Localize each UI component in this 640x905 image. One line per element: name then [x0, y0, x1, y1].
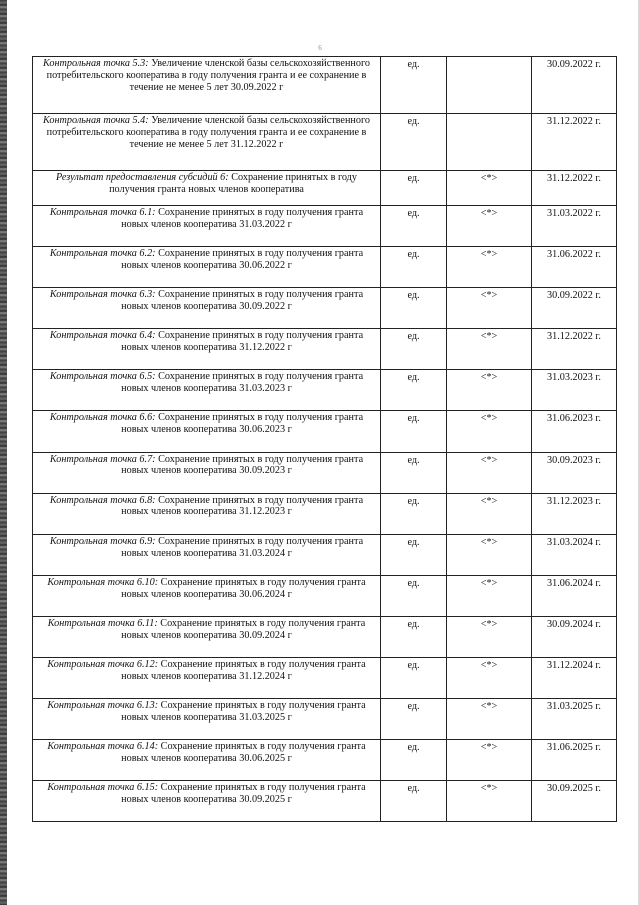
- table-row: [33, 411, 617, 452]
- row-text: Сохранение принятых в году получения гранта новых членов кооператива 30.09.2024 г: [121, 617, 366, 641]
- table-row: [33, 658, 617, 699]
- row-unit: ед.: [381, 57, 447, 114]
- row-text: Сохранение принятых в году получения гранта новых членов кооператива 30.09.2022 г: [121, 289, 364, 312]
- results-table-body: [33, 57, 617, 822]
- row-description: [33, 206, 381, 247]
- row-value: <*>: [447, 411, 532, 452]
- row-description: [33, 658, 381, 699]
- table-row: [33, 740, 617, 781]
- row-unit: ед.: [381, 534, 447, 575]
- row-date: 31.06.2025 г.: [532, 740, 617, 781]
- row-value: <*>: [447, 534, 532, 575]
- row-text: Увеличение членской базы сельскохозяйственного потребительского кооператива в году получения гранта и ее сохранение в течение не менее 5 лет 30.09.2022 г: [46, 58, 370, 93]
- row-value: <*>: [447, 206, 532, 247]
- row-date: 30.09.2022 г.: [532, 57, 617, 114]
- table-row: [33, 616, 617, 657]
- row-description: [33, 370, 381, 411]
- row-date: 30.09.2023 г.: [532, 452, 617, 493]
- row-unit: ед.: [381, 699, 447, 740]
- table-row: [33, 534, 617, 575]
- row-value: <*>: [447, 329, 532, 370]
- table-row: [33, 781, 617, 822]
- row-label: Контрольная точка 6.7:: [49, 453, 156, 465]
- row-date: 31.03.2025 г.: [532, 699, 617, 740]
- row-label: Контрольная точка 6.1:: [49, 207, 156, 218]
- row-value: <*>: [447, 575, 532, 616]
- row-unit: ед.: [381, 616, 447, 657]
- row-date: 31.06.2024 г.: [532, 575, 617, 616]
- row-label: Контрольная точка 6.9:: [49, 535, 156, 547]
- row-text: Сохранение принятых в году получения гранта новых членов кооператива: [109, 172, 357, 195]
- row-text: Сохранение принятых в году получения гранта новых членов кооператива 31.03.2024 г: [121, 535, 364, 559]
- row-unit: ед.: [381, 493, 447, 534]
- row-date: 31.12.2024 г.: [532, 658, 617, 699]
- row-unit: ед.: [381, 288, 447, 329]
- row-description: [33, 114, 381, 171]
- row-unit: ед.: [381, 575, 447, 616]
- row-description: [33, 247, 381, 288]
- row-date: 31.03.2024 г.: [532, 534, 617, 575]
- row-value: <*>: [447, 699, 532, 740]
- row-text: Сохранение принятых в году получения гранта новых членов кооператива 30.06.2025 г: [121, 741, 366, 765]
- row-description: [33, 616, 381, 657]
- row-label: Результат предоставления субсидий 6:: [56, 172, 229, 183]
- row-unit: ед.: [381, 452, 447, 493]
- table-row: [33, 114, 617, 171]
- row-label: Контрольная точка 6.13:: [47, 700, 159, 712]
- row-description: [33, 57, 381, 114]
- row-label: Контрольная точка 6.4:: [49, 330, 156, 342]
- row-label: Контрольная точка 6.8:: [49, 494, 156, 506]
- row-value: <*>: [447, 616, 532, 657]
- table-row: [33, 370, 617, 411]
- table-row: [33, 452, 617, 493]
- row-text: Сохранение принятых в году получения гранта новых членов кооператива 31.12.2024 г: [121, 659, 366, 682]
- row-unit: ед.: [381, 411, 447, 452]
- row-date: 31.12.2023 г.: [532, 493, 617, 534]
- row-unit: ед.: [381, 781, 447, 822]
- table-row: [33, 206, 617, 247]
- row-unit: ед.: [381, 370, 447, 411]
- row-value: <*>: [447, 288, 532, 329]
- row-description: [33, 534, 381, 575]
- row-label: Контрольная точка 6.6:: [49, 412, 156, 424]
- row-label: Контрольная точка 6.12:: [47, 659, 159, 671]
- row-label: Контрольная точка 6.3:: [49, 289, 156, 301]
- row-description: [33, 699, 381, 740]
- row-value: <*>: [447, 781, 532, 822]
- row-unit: ед.: [381, 114, 447, 171]
- row-description: [33, 411, 381, 452]
- row-value: <*>: [447, 370, 532, 411]
- row-unit: ед.: [381, 740, 447, 781]
- row-date: 31.12.2022 г.: [532, 114, 617, 171]
- row-label: Контрольная точка 6.10:: [47, 576, 159, 588]
- table-row: [33, 699, 617, 740]
- row-text: Сохранение принятых в году получения гранта новых членов кооператива 31.12.2022 г: [121, 330, 364, 354]
- row-date: 31.03.2022 г.: [532, 206, 617, 247]
- row-value: <*>: [447, 247, 532, 288]
- results-table: [32, 56, 617, 822]
- row-label: Контрольная точка 5.4:: [43, 115, 149, 126]
- row-value: <*>: [447, 171, 532, 206]
- row-text: Сохранение принятых в году получения гранта новых членов кооператива 30.09.2023 г: [121, 453, 364, 477]
- row-label: Контрольная точка 5.3:: [43, 58, 149, 69]
- row-description: [33, 575, 381, 616]
- row-description: [33, 493, 381, 534]
- row-text: Сохранение принятых в году получения гранта новых членов кооператива 31.03.2022 г: [121, 207, 364, 230]
- row-value: [447, 57, 532, 114]
- row-label: Контрольная точка 6.15:: [47, 782, 159, 794]
- row-unit: ед.: [381, 171, 447, 206]
- table-row: [33, 329, 617, 370]
- row-date: 30.09.2024 г.: [532, 616, 617, 657]
- row-unit: ед.: [381, 329, 447, 370]
- table-row: [33, 575, 617, 616]
- page-number: 6: [318, 44, 322, 52]
- table-row: [33, 247, 617, 288]
- row-unit: ед.: [381, 206, 447, 247]
- row-date: 30.09.2022 г.: [532, 288, 617, 329]
- table-row: [33, 493, 617, 534]
- row-value: <*>: [447, 493, 532, 534]
- row-date: 31.06.2023 г.: [532, 411, 617, 452]
- row-unit: ед.: [381, 247, 447, 288]
- row-text: Сохранение принятых в году получения гранта новых членов кооператива 31.03.2025 г: [121, 700, 366, 723]
- row-unit: ед.: [381, 658, 447, 699]
- row-text: Сохранение принятых в году получения гранта новых членов кооператива 30.06.2022 г: [121, 248, 364, 271]
- table-row: [33, 171, 617, 206]
- row-text: Увеличение членской базы сельскохозяйственного потребительского кооператива в году получения гранта и ее сохранение в течение не менее 5 лет 31.12.2022 г: [46, 115, 370, 150]
- row-description: [33, 781, 381, 822]
- row-value: <*>: [447, 452, 532, 493]
- row-label: Контрольная точка 6.2:: [49, 248, 156, 260]
- row-text: Сохранение принятых в году получения гранта новых членов кооператива 31.03.2023 г: [121, 371, 364, 395]
- row-description: [33, 171, 381, 206]
- row-label: Контрольная точка 6.5:: [49, 371, 156, 383]
- row-text: Сохранение принятых в году получения гранта новых членов кооператива 31.12.2023 г: [121, 494, 364, 518]
- row-description: [33, 452, 381, 493]
- row-date: 30.09.2025 г.: [532, 781, 617, 822]
- row-description: [33, 329, 381, 370]
- row-date: 31.03.2023 г.: [532, 370, 617, 411]
- row-text: Сохранение принятых в году получения гранта новых членов кооператива 30.06.2023 г: [121, 412, 364, 436]
- row-date: 31.06.2022 г.: [532, 247, 617, 288]
- row-label: Контрольная точка 6.11:: [47, 617, 158, 629]
- scan-edge-artifact: [0, 0, 7, 905]
- row-date: 31.12.2022 г.: [532, 329, 617, 370]
- row-text: Сохранение принятых в году получения гранта новых членов кооператива 30.09.2025 г: [121, 782, 366, 806]
- table-row: [33, 288, 617, 329]
- row-label: Контрольная точка 6.14:: [47, 741, 159, 753]
- row-value: <*>: [447, 740, 532, 781]
- row-value: [447, 114, 532, 171]
- row-description: [33, 288, 381, 329]
- row-text: Сохранение принятых в году получения гранта новых членов кооператива 30.06.2024 г: [121, 576, 366, 600]
- row-value: <*>: [447, 658, 532, 699]
- table-row: [33, 57, 617, 114]
- row-description: [33, 740, 381, 781]
- row-date: 31.12.2022 г.: [532, 171, 617, 206]
